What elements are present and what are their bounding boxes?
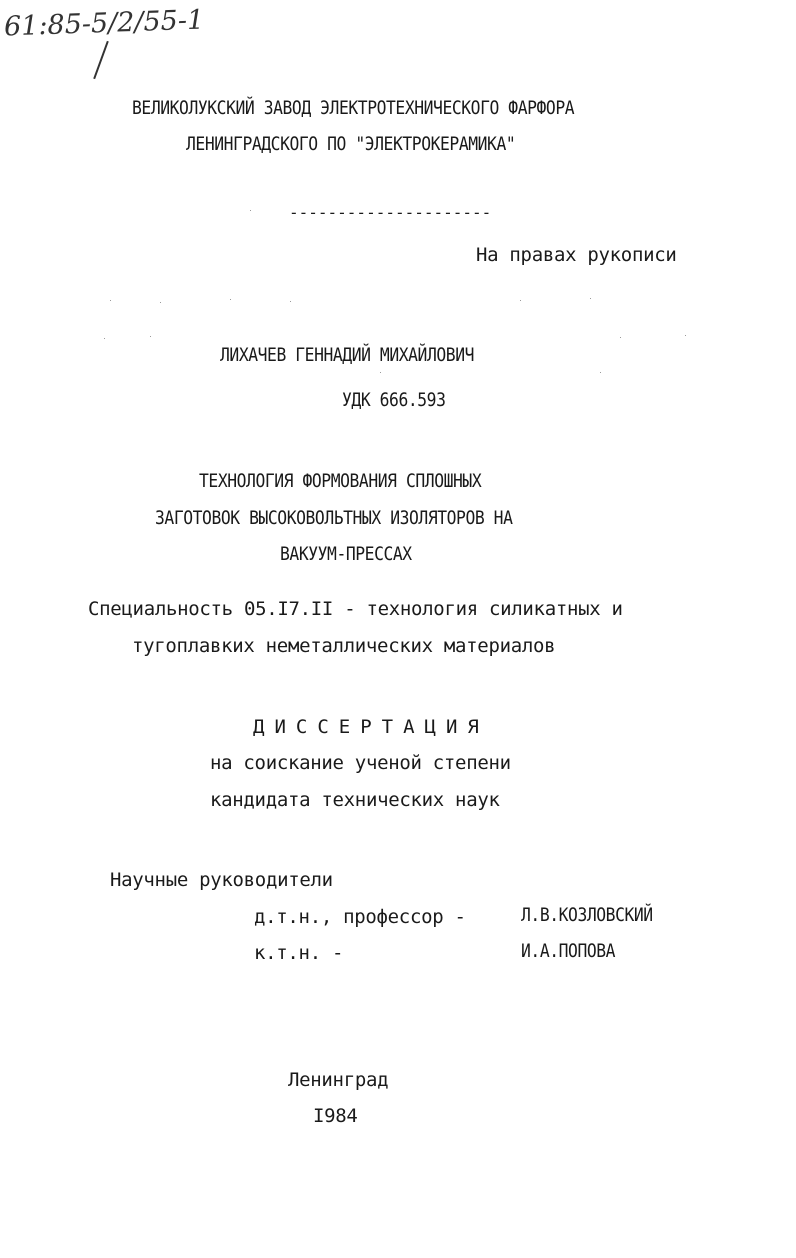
handwritten-stroke [93,41,109,79]
scan-speck [230,299,231,300]
organization-line-1: ВЕЛИКОЛУКСКИЙ ЗАВОД ЭЛЕКТРОТЕХНИЧЕСКОГО ФАРФОРА [132,97,575,119]
scan-speck [520,300,521,301]
author-name: ЛИХАЧЕВ ГЕННАДИЙ МИХАЙЛОВИЧ [220,344,475,366]
year: I984 [313,1105,358,1127]
scan-speck [150,336,151,337]
title-line-3: ВАКУУМ-ПРЕССАХ [280,543,412,565]
city: Ленинград [288,1069,389,1091]
organization-line-2: ЛЕНИНГРАДСКОГО ПО "ЭЛЕКТРОКЕРАМИКА" [186,133,516,155]
title-line-1: ТЕХНОЛОГИЯ ФОРМОВАНИЯ СПЛОШНЫХ [199,470,482,492]
supervisor-name-1: Л.В.КОЗЛОВСКИЙ [521,904,653,926]
supervisor-degree-2: к.т.н. - [254,942,344,964]
supervisor-degree-1: д.т.н., профессор - [254,906,466,928]
manuscript-note: На правах рукописи [476,244,677,266]
scan-speck [160,302,161,303]
handwritten-archive-note: 61:85-5/2/55-1 [3,4,205,43]
scan-speck [110,300,111,301]
scan-speck [380,372,381,373]
supervisors-label: Научные руководители [110,869,333,891]
scan-speck [600,372,601,373]
scan-speck [620,337,621,338]
separator-rule: --------------------- [289,203,492,222]
scan-speck [104,338,105,339]
scan-speck [250,210,251,211]
supervisor-name-2: И.А.ПОПОВА [521,940,616,962]
scan-speck [590,298,591,299]
udc-code: УДК 666.593 [342,389,446,411]
degree-line-1: на соискание ученой степени [210,752,511,774]
specialty-line-2: тугоплавких неметаллических материалов [132,635,556,657]
scan-speck [290,301,291,302]
scan-speck [685,335,686,336]
dissertation-heading: ДИССЕРТАЦИЯ [253,716,489,738]
title-line-2: ЗАГОТОВОК ВЫСОКОВОЛЬТНЫХ ИЗОЛЯТОРОВ НА [155,507,513,529]
degree-line-2: кандидата технических наук [210,789,500,811]
specialty-line-1: Специальность 05.I7.II - технология силикатных и [88,598,623,620]
